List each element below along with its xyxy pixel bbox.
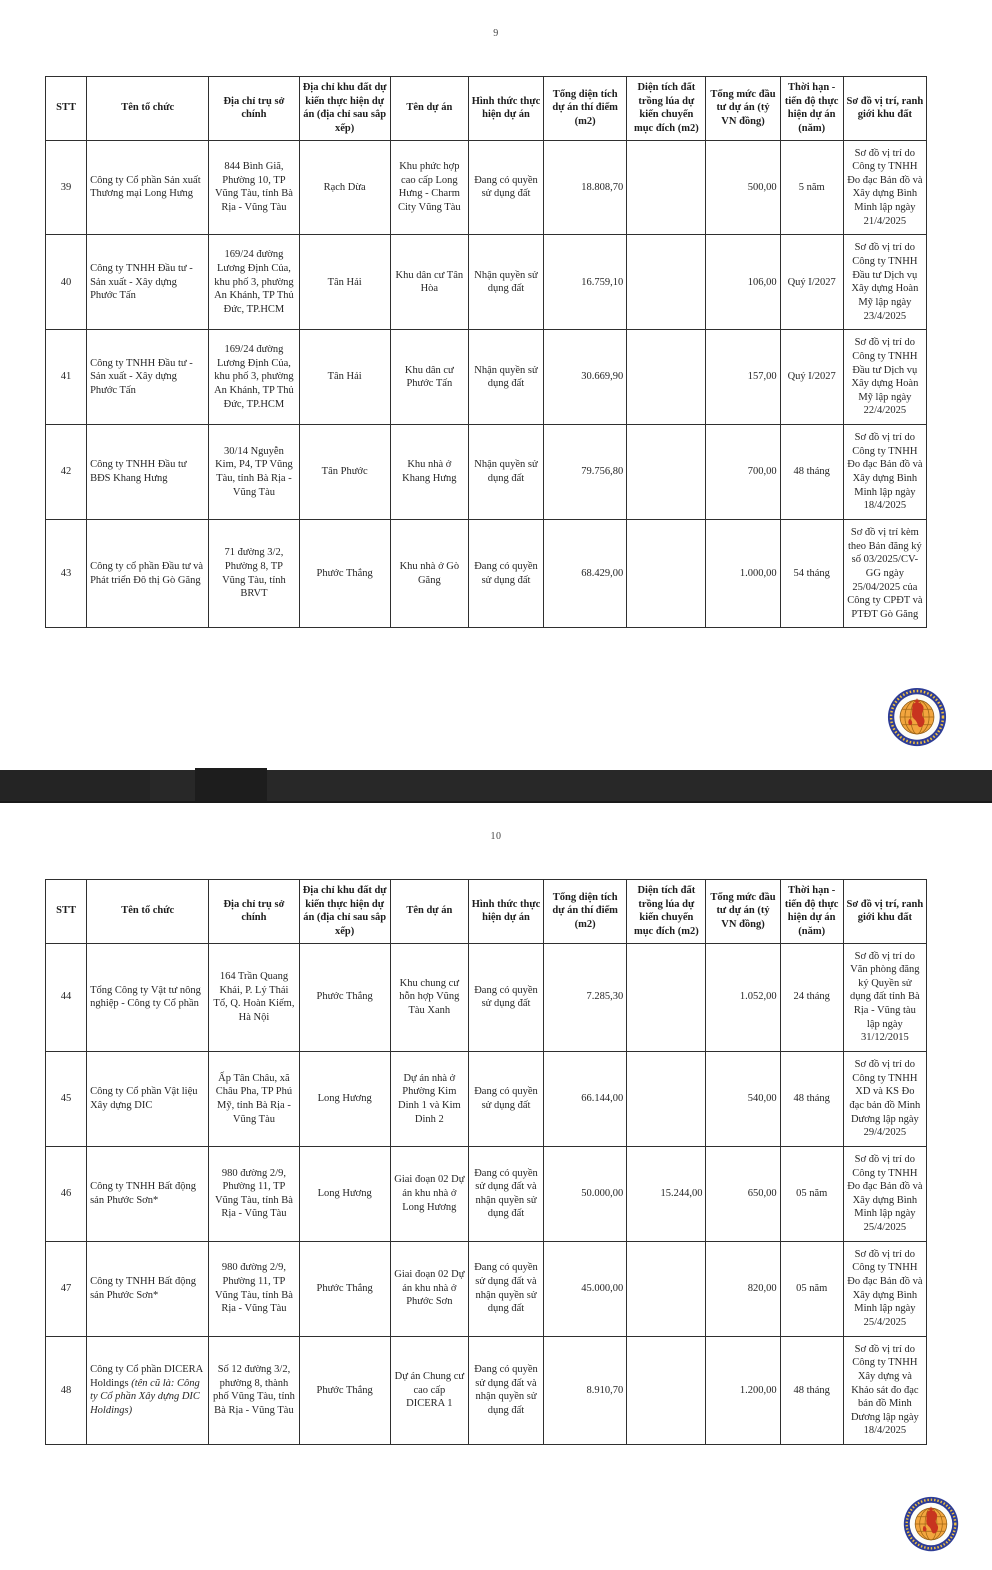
cell-duration: 54 tháng	[780, 519, 843, 627]
cell-implementation_form: Đang có quyền sử dụng đất	[468, 140, 543, 235]
column-header-rice_land_area_m2: Diện tích đất trồng lúa dự kiến chuyển mục đích (m2)	[627, 880, 706, 944]
cell-organization: Công ty TNHH Đầu tư - Sản xuất - Xây dựng Phước Tấn	[87, 330, 209, 425]
cell-investment_billion_vnd: 700,00	[706, 425, 780, 520]
cell-implementation_form: Nhận quyền sử dụng đất	[468, 235, 543, 330]
cell-land_location: Tân Phước	[299, 425, 390, 520]
cell-investment_billion_vnd: 820,00	[706, 1241, 780, 1336]
column-header-stt: STT	[46, 880, 87, 944]
column-header-site_map: Sơ đồ vị trí, ranh giới khu đất	[843, 77, 926, 141]
cell-rice_land_area_m2	[627, 425, 706, 520]
cell-head_office: 980 đường 2/9, Phường 11, TP Vũng Tàu, tỉnh Bà Rịa - Vũng Tàu	[209, 1241, 299, 1336]
cell-head_office: 844 Bình Giã, Phường 10, TP Vũng Tàu, tỉnh Bà Rịa - Vũng Tàu	[209, 140, 299, 235]
cell-land_location: Phước Thắng	[299, 519, 390, 627]
cell-project_name: Khu nhà ở Khang Hưng	[390, 425, 468, 520]
cell-implementation_form: Đang có quyền sử dụng đất	[468, 519, 543, 627]
cell-total_area_m2: 16.759,10	[544, 235, 627, 330]
page-number: 9	[493, 28, 499, 39]
cell-project_name: Khu dân cư Tân Hòa	[390, 235, 468, 330]
cell-stt: 43	[46, 519, 87, 627]
cell-site_map: Sơ đồ vị trí do Công ty TNHH Đo đạc Bản đồ và Xây dựng Bình Minh lập ngày 25/4/2025	[843, 1146, 926, 1241]
column-header-head_office: Địa chỉ trụ sở chính	[209, 880, 299, 944]
cell-duration: Quý I/2027	[780, 235, 843, 330]
column-header-head_office: Địa chỉ trụ sở chính	[209, 77, 299, 141]
cell-project_name: Dự án Chung cư cao cấp DICERA 1	[390, 1336, 468, 1444]
cell-stt: 39	[46, 140, 87, 235]
cell-head_office: 30/14 Nguyễn Kim, P4, TP Vũng Tàu, tỉnh Bà Rịa - Vũng Tàu	[209, 425, 299, 520]
column-header-duration: Thời hạn - tiến độ thực hiện dự án (năm)	[780, 77, 843, 141]
cell-investment_billion_vnd: 1.200,00	[706, 1336, 780, 1444]
cell-investment_billion_vnd: 1.000,00	[706, 519, 780, 627]
column-header-investment_billion_vnd: Tổng mức đầu tư dự án (tỷ VN đồng)	[706, 880, 780, 944]
cell-rice_land_area_m2	[627, 140, 706, 235]
cell-project_name: Giai đoạn 02 Dự án khu nhà ở Long Hương	[390, 1146, 468, 1241]
cell-total_area_m2: 30.669,90	[544, 330, 627, 425]
cell-total_area_m2: 50.000,00	[544, 1146, 627, 1241]
column-header-site_map: Sơ đồ vị trí, ranh giới khu đất	[843, 880, 926, 944]
cell-rice_land_area_m2	[627, 235, 706, 330]
page-separator	[0, 770, 992, 803]
pilot-projects-table-page-10	[45, 879, 927, 1445]
column-header-implementation_form: Hình thức thực hiện dự án	[468, 880, 543, 944]
cell-project_name: Khu dân cư Phước Tấn	[390, 330, 468, 425]
separator-shade-block	[0, 770, 150, 803]
cell-implementation_form: Đang có quyền sử dụng đất và nhận quyền sử dụng đất	[468, 1241, 543, 1336]
cell-head_office: Ấp Tân Châu, xã Châu Pha, TP Phú Mỹ, tỉnh Bà Rịa - Vũng Tàu	[209, 1052, 299, 1147]
cell-site_map: Sơ đồ vị trí do Công ty TNHH Đầu tư Dịch vụ Xây dựng Hoàn Mỹ lập ngày 22/4/2025	[843, 330, 926, 425]
cell-organization: Công ty TNHH Đầu tư - Sản xuất - Xây dựng Phước Tấn	[87, 235, 209, 330]
national-planning-globe-seal-icon	[886, 686, 948, 748]
cell-total_area_m2: 45.000,00	[544, 1241, 627, 1336]
cell-site_map: Sơ đồ vị trí do Công ty TNHH Xây dựng và Khảo sát đo đạc bản đồ Minh Dương lập ngày 18/4/2025	[843, 1336, 926, 1444]
pilot-projects-table-page-9	[45, 76, 927, 628]
table-header-row	[46, 77, 927, 141]
cell-organization: Công ty Cổ phần Sản xuất Thương mại Long Hưng	[87, 140, 209, 235]
cell-investment_billion_vnd: 650,00	[706, 1146, 780, 1241]
cell-land_location: Tân Hải	[299, 235, 390, 330]
cell-rice_land_area_m2	[627, 943, 706, 1051]
cell-duration: 48 tháng	[780, 425, 843, 520]
cell-site_map: Sơ đồ vị trí do Văn phòng đăng ký Quyền sử dụng đất tỉnh Bà Rịa - Vũng tàu lập ngày 31/12/2015	[843, 943, 926, 1051]
cell-implementation_form: Đang có quyền sử dụng đất và nhận quyền sử dụng đất	[468, 1336, 543, 1444]
table-row-42	[46, 425, 927, 520]
table-row-48	[46, 1336, 927, 1444]
cell-project_name: Khu nhà ở Gò Găng	[390, 519, 468, 627]
cell-organization: Công ty Cổ phần DICERA Holdings (tên cũ là: Công ty Cổ phần Xây dựng DIC Holdings)	[87, 1336, 209, 1444]
cell-duration: 48 tháng	[780, 1052, 843, 1147]
cell-rice_land_area_m2	[627, 1241, 706, 1336]
cell-rice_land_area_m2	[627, 519, 706, 627]
column-header-total_area_m2: Tổng diện tích dự án thí điểm (m2)	[544, 880, 627, 944]
cell-implementation_form: Nhận quyền sử dụng đất	[468, 425, 543, 520]
column-header-total_area_m2: Tổng diện tích dự án thí điểm (m2)	[544, 77, 627, 141]
table-row-46	[46, 1146, 927, 1241]
cell-head_office: 980 đường 2/9, Phường 11, TP Vũng Tàu, tỉnh Bà Rịa - Vũng Tàu	[209, 1146, 299, 1241]
organization-former-name-note: (tên cũ là: Công ty Cổ phần Xây dựng DIC Holdings)	[90, 1377, 200, 1416]
cell-site_map: Sơ đồ vị trí do Công ty TNHH Đầu tư Dịch vụ Xây dựng Hoàn Mỹ lập ngày 23/4/2025	[843, 235, 926, 330]
column-header-rice_land_area_m2: Diện tích đất trồng lúa dự kiến chuyển mục đích (m2)	[627, 77, 706, 141]
column-header-duration: Thời hạn - tiến độ thực hiện dự án (năm)	[780, 880, 843, 944]
cell-land_location: Phước Thắng	[299, 943, 390, 1051]
cell-stt: 42	[46, 425, 87, 520]
cell-total_area_m2: 68.429,00	[544, 519, 627, 627]
cell-investment_billion_vnd: 540,00	[706, 1052, 780, 1147]
cell-implementation_form: Đang có quyền sử dụng đất	[468, 1052, 543, 1147]
cell-total_area_m2: 18.808,70	[544, 140, 627, 235]
column-header-investment_billion_vnd: Tổng mức đầu tư dự án (tỷ VN đồng)	[706, 77, 780, 141]
table-row-40	[46, 235, 927, 330]
cell-site_map: Sơ đồ vị trí do Công ty TNHH Đo đạc Bản đồ và Xây dựng Bình Minh lập ngày 25/4/2025	[843, 1241, 926, 1336]
cell-head_office: 169/24 đường Lương Định Của, khu phố 3, phường An Khánh, TP Thủ Đức, TP.HCM	[209, 235, 299, 330]
page-number: 10	[490, 831, 502, 842]
cell-duration: 24 tháng	[780, 943, 843, 1051]
column-header-implementation_form: Hình thức thực hiện dự án	[468, 77, 543, 141]
column-header-stt: STT	[46, 77, 87, 141]
cell-duration: 05 năm	[780, 1241, 843, 1336]
cell-duration: 5 năm	[780, 140, 843, 235]
cell-rice_land_area_m2	[627, 1336, 706, 1444]
cell-land_location: Tân Hải	[299, 330, 390, 425]
cell-duration: 05 năm	[780, 1146, 843, 1241]
cell-site_map: Sơ đồ vị trí kèm theo Bản đăng ký số 03/2025/CV-GG ngày 25/04/2025 của Công ty CPĐT và PTĐT Gò Găng	[843, 519, 926, 627]
cell-stt: 40	[46, 235, 87, 330]
cell-organization: Công ty Cổ phần Vật liệu Xây dựng DIC	[87, 1052, 209, 1147]
cell-land_location: Long Hương	[299, 1052, 390, 1147]
cell-total_area_m2: 7.285,30	[544, 943, 627, 1051]
cell-stt: 48	[46, 1336, 87, 1444]
table-row-44	[46, 943, 927, 1051]
cell-investment_billion_vnd: 157,00	[706, 330, 780, 425]
column-header-organization: Tên tổ chức	[87, 77, 209, 141]
cell-implementation_form: Đang có quyền sử dụng đất và nhận quyền sử dụng đất	[468, 1146, 543, 1241]
cell-head_office: 169/24 đường Lương Định Của, khu phố 3, phường An Khánh, TP Thủ Đức, TP.HCM	[209, 330, 299, 425]
cell-rice_land_area_m2: 15.244,00	[627, 1146, 706, 1241]
table-row-43	[46, 519, 927, 627]
cell-implementation_form: Đang có quyền sử dụng đất	[468, 943, 543, 1051]
cell-site_map: Sơ đồ vị trí do Công ty TNHH Đo đạc Bản đồ và Xây dựng Bình Minh lập ngày 21/4/2025	[843, 140, 926, 235]
column-header-project_name: Tên dự án	[390, 77, 468, 141]
cell-stt: 46	[46, 1146, 87, 1241]
cell-stt: 45	[46, 1052, 87, 1147]
cell-land_location: Long Hương	[299, 1146, 390, 1241]
table-row-45	[46, 1052, 927, 1147]
cell-stt: 47	[46, 1241, 87, 1336]
cell-organization: Tổng Công ty Vật tư nông nghiệp - Công ty Cổ phần	[87, 943, 209, 1051]
cell-total_area_m2: 8.910,70	[544, 1336, 627, 1444]
cell-organization: Công ty TNHH Đầu tư BĐS Khang Hưng	[87, 425, 209, 520]
cell-rice_land_area_m2	[627, 1052, 706, 1147]
column-header-organization: Tên tổ chức	[87, 880, 209, 944]
cell-investment_billion_vnd: 500,00	[706, 140, 780, 235]
cell-duration: Quý I/2027	[780, 330, 843, 425]
table-header-row	[46, 880, 927, 944]
page-10	[0, 803, 992, 1570]
cell-total_area_m2: 79.756,80	[544, 425, 627, 520]
cell-organization: Công ty TNHH Bất động sản Phước Sơn*	[87, 1146, 209, 1241]
page-9	[0, 0, 992, 770]
column-header-project_name: Tên dự án	[390, 880, 468, 944]
table-row-47	[46, 1241, 927, 1336]
cell-investment_billion_vnd: 106,00	[706, 235, 780, 330]
national-planning-globe-seal-icon	[902, 1495, 960, 1553]
cell-total_area_m2: 66.144,00	[544, 1052, 627, 1147]
column-header-land_location: Địa chỉ khu đất dự kiến thực hiện dự án (địa chỉ sau sắp xếp)	[299, 77, 390, 141]
cell-project_name: Khu phức hợp cao cấp Long Hưng - Charm City Vũng Tàu	[390, 140, 468, 235]
cell-land_location: Phước Thắng	[299, 1241, 390, 1336]
cell-site_map: Sơ đồ vị trí do Công ty TNHH XD và KS Đo đạc bản đồ Minh Dương lập ngày 29/4/2025	[843, 1052, 926, 1147]
cell-stt: 44	[46, 943, 87, 1051]
cell-investment_billion_vnd: 1.052,00	[706, 943, 780, 1051]
cell-implementation_form: Nhận quyền sử dụng đất	[468, 330, 543, 425]
cell-head_office: Số 12 đường 3/2, phường 8, thành phố Vũng Tàu, tỉnh Bà Rịa - Vũng Tàu	[209, 1336, 299, 1444]
cell-duration: 48 tháng	[780, 1336, 843, 1444]
cell-project_name: Dự án nhà ở Phường Kim Dinh 1 và Kim Dinh 2	[390, 1052, 468, 1147]
cell-land_location: Rạch Dừa	[299, 140, 390, 235]
cell-project_name: Khu chung cư hỗn hợp Vũng Tàu Xanh	[390, 943, 468, 1051]
cell-organization: Công ty TNHH Bất động sản Phước Sơn*	[87, 1241, 209, 1336]
column-header-land_location: Địa chỉ khu đất dự kiến thực hiện dự án (địa chỉ sau sắp xếp)	[299, 880, 390, 944]
cell-stt: 41	[46, 330, 87, 425]
table-row-39	[46, 140, 927, 235]
cell-site_map: Sơ đồ vị trí do Công ty TNHH Đo đạc Bản đồ và Xây dựng Bình Minh lập ngày 18/4/2025	[843, 425, 926, 520]
table-row-41	[46, 330, 927, 425]
cell-project_name: Giai đoạn 02 Dự án khu nhà ở Phước Sơn	[390, 1241, 468, 1336]
cell-head_office: 164 Trần Quang Khải, P. Lý Thái Tổ, Q. Hoàn Kiếm, Hà Nội	[209, 943, 299, 1051]
cell-rice_land_area_m2	[627, 330, 706, 425]
cell-organization: Công ty cổ phần Đầu tư và Phát triển Đô thị Gò Găng	[87, 519, 209, 627]
cell-head_office: 71 đường 3/2, Phường 8, TP Vũng Tàu, tỉnh BRVT	[209, 519, 299, 627]
cell-land_location: Phước Thắng	[299, 1336, 390, 1444]
